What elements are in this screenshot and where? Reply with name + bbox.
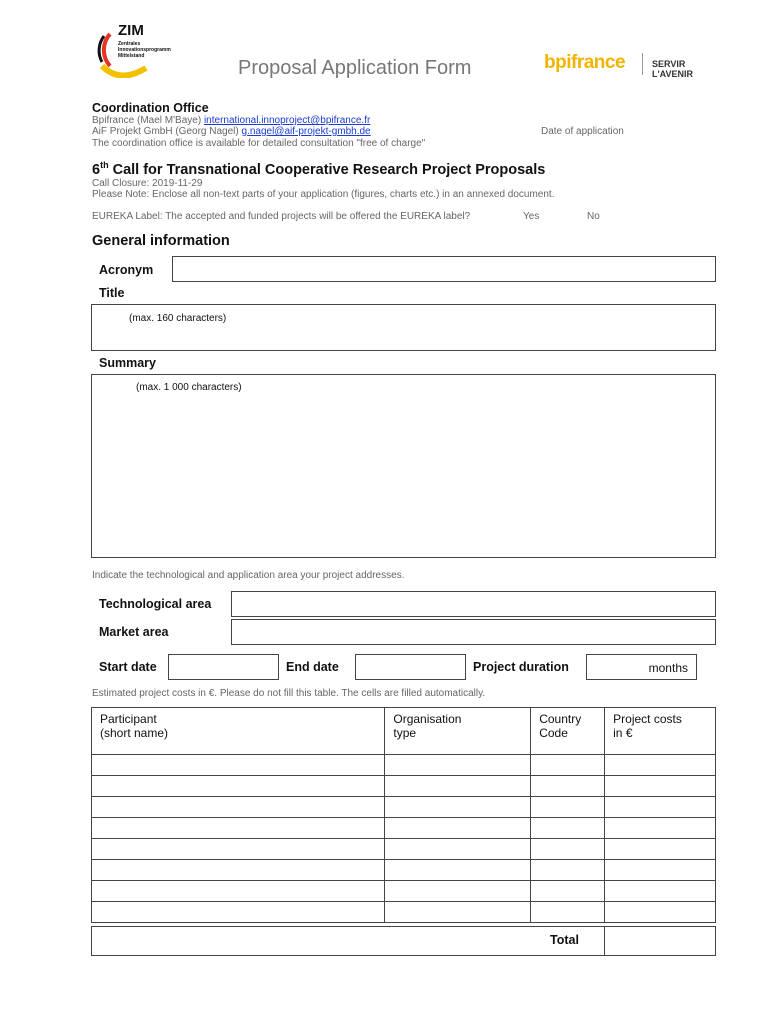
table-cell [385, 776, 531, 797]
aif-email-link[interactable]: g.nagel@aif-projekt-gmbh.de [241, 126, 371, 137]
table-cell [531, 818, 605, 839]
call-heading-text: Call for Transnational Cooperative Research Project Proposals [108, 161, 546, 178]
table-row [92, 776, 716, 797]
coordination-line-1-text: Bpifrance (Mael M'Baye) [92, 115, 204, 126]
total-divider [604, 927, 605, 955]
form-title: Proposal Application Form [238, 57, 472, 79]
zim-logo-line-3: Mittelstand [118, 53, 145, 59]
project-duration-label: Project duration [473, 660, 569, 674]
col-header-participant: Participant (short name) [92, 708, 385, 755]
end-date-label: End date [286, 660, 339, 674]
table-cell [92, 818, 385, 839]
bpifrance-logo-brand: bpifrance [544, 52, 626, 73]
table-cell [92, 755, 385, 776]
table-row [92, 839, 716, 860]
col-header-project-costs: Project costs in € [605, 708, 716, 755]
call-closure: Call Closure: 2019-11-29 [92, 178, 203, 189]
call-note: Please Note: Enclose all non-text parts of your application (figures, charts etc.) in an annexed document. [92, 189, 555, 200]
table-cell [92, 902, 385, 923]
bpifrance-logo [544, 52, 724, 80]
table-cell [385, 902, 531, 923]
table-row [92, 818, 716, 839]
table-cell [605, 755, 716, 776]
table-cell [531, 797, 605, 818]
table-cell [605, 818, 716, 839]
table-cell [605, 881, 716, 902]
coordination-line-2-text: AiF Projekt GmbH (Georg Nagel) [92, 126, 242, 137]
start-date-label: Start date [99, 660, 157, 674]
costs-table [91, 707, 716, 923]
coordination-line-1 [92, 115, 370, 126]
table-cell [605, 776, 716, 797]
project-duration-field[interactable] [586, 654, 697, 680]
table-cell [92, 881, 385, 902]
total-row [91, 926, 716, 956]
table-cell [92, 860, 385, 881]
table-cell [605, 902, 716, 923]
table-cell [531, 860, 605, 881]
table-row [92, 860, 716, 881]
zim-logo-name: ZIM [118, 22, 144, 39]
end-date-field[interactable] [355, 654, 466, 680]
title-label: Title [99, 286, 125, 300]
table-cell [531, 902, 605, 923]
bpifrance-email-link[interactable]: international.innoproject@bpifrance.fr [203, 115, 371, 126]
table-cell [531, 839, 605, 860]
table-cell [385, 755, 531, 776]
zim-logo [96, 22, 176, 78]
costs-header-row [92, 708, 716, 755]
table-cell [92, 839, 385, 860]
costs-note: Estimated project costs in €. Please do not fill this table. The cells are filled automatically. [92, 688, 486, 699]
col-header-organisation-type: Organisation type [385, 708, 531, 755]
summary-field[interactable] [91, 374, 716, 558]
table-cell [605, 797, 716, 818]
acronym-field[interactable] [172, 256, 716, 282]
col-header-country-code: Country Code [531, 708, 605, 755]
call-heading-num: 6 [92, 161, 101, 178]
summary-label: Summary [99, 356, 156, 370]
technological-area-field[interactable] [231, 591, 716, 617]
bpifrance-logo-tagline: SERVIR L'AVENIR [652, 59, 693, 79]
coordination-line-3: The coordination office is available for detailed consultation "free of charge" [92, 138, 426, 149]
coordination-heading: Coordination Office [92, 101, 209, 115]
call-heading [92, 160, 545, 178]
table-cell [605, 839, 716, 860]
market-area-field[interactable] [231, 619, 716, 645]
table-cell [605, 860, 716, 881]
eureka-no-option[interactable]: No [587, 211, 600, 222]
summary-hint: (max. 1 000 characters) [136, 382, 242, 393]
call-heading-sup: th [100, 160, 109, 170]
area-note: Indicate the technological and application area your project addresses. [92, 570, 405, 581]
table-cell [385, 881, 531, 902]
table-cell [385, 797, 531, 818]
table-cell [385, 839, 531, 860]
title-hint: (max. 160 characters) [129, 313, 227, 324]
table-cell [531, 776, 605, 797]
acronym-label: Acronym [99, 263, 154, 277]
start-date-field[interactable] [168, 654, 279, 680]
eureka-question: EUREKA Label: The accepted and funded projects will be offered the EUREKA label? [92, 211, 471, 222]
table-cell [531, 755, 605, 776]
table-cell [385, 818, 531, 839]
table-cell [385, 860, 531, 881]
coordination-line-2 [92, 126, 371, 137]
date-of-application-label: Date of application [541, 126, 624, 137]
eureka-yes-option[interactable]: Yes [523, 211, 540, 222]
market-area-label: Market area [99, 625, 169, 639]
table-cell [531, 881, 605, 902]
table-cell [92, 776, 385, 797]
zim-logo-line-1: Zentrales [118, 41, 141, 47]
title-field[interactable] [91, 304, 716, 351]
table-row [92, 797, 716, 818]
table-row [92, 755, 716, 776]
zim-logo-line-2: Innovationsprogramm [118, 47, 171, 53]
table-row [92, 881, 716, 902]
table-row [92, 902, 716, 923]
general-heading: General information [92, 233, 230, 249]
technological-area-label: Technological area [99, 597, 212, 611]
logo-divider [642, 53, 643, 75]
total-label: Total [550, 933, 579, 947]
table-cell [92, 797, 385, 818]
months-unit: months [648, 661, 688, 675]
